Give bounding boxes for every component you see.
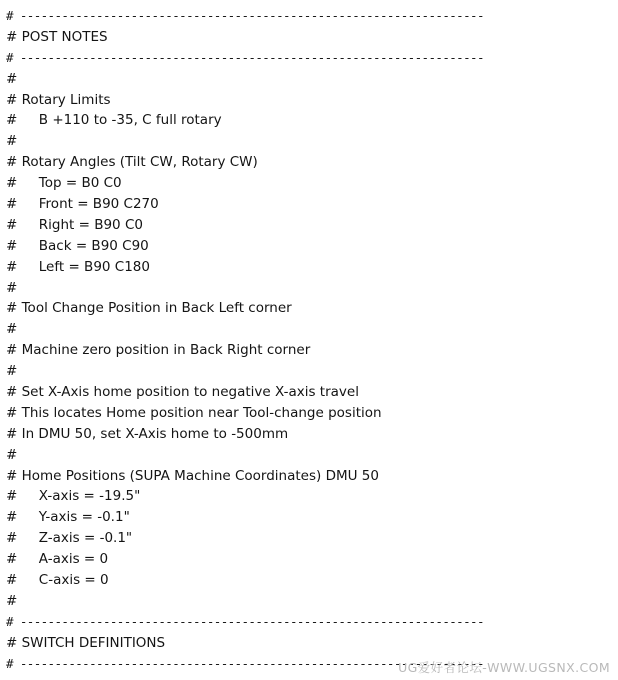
document-line: # Front = B90 C270: [6, 196, 159, 213]
watermark-text: UG爱好者论坛-WWW.UGSNX.COM: [398, 660, 610, 675]
document-line: # In DMU 50, set X-Axis home to -500mm: [6, 425, 289, 442]
document-line: # Right = B90 C0: [6, 216, 143, 233]
document-line: # -------------------------------------------------------------------: [6, 49, 484, 65]
document-text-block[interactable]: [6, 6, 618, 675]
document-line: # Back = B90 C90: [6, 237, 149, 254]
document-line: # Rotary Limits: [6, 91, 111, 108]
document-line: # This locates Home position near Tool-change position: [6, 404, 382, 421]
document-line: # Machine zero position in Back Right corner: [6, 342, 311, 359]
document-line: # SWITCH DEFINITIONS: [6, 634, 166, 651]
document-line: # -------------------------------------------------------------------: [6, 613, 484, 629]
document-line: # Home Positions (SUPA Machine Coordinates) DMU 50: [6, 467, 379, 484]
document-line: # -------------------------------------------------------------------: [6, 8, 484, 23]
document-line: # X-axis = -19.5": [6, 488, 141, 505]
document-line: # Rotary Angles (Tilt CW, Rotary CW): [6, 154, 258, 171]
document-line: #: [6, 592, 18, 609]
document-line: # Top = B0 C0: [6, 175, 122, 192]
document-line: #: [6, 321, 18, 338]
document-line: #: [6, 133, 18, 150]
document-line: # Z-axis = -0.1": [6, 530, 133, 547]
document-line: #: [6, 363, 18, 380]
document-line: # A-axis = 0: [6, 551, 109, 568]
document-line: # C-axis = 0: [6, 572, 109, 589]
document-line: # B +110 to -35, C full rotary: [6, 112, 222, 129]
document-line: # Left = B90 C180: [6, 258, 150, 275]
document-line: # POST NOTES: [6, 28, 108, 45]
document-line: #: [6, 446, 18, 463]
document-line: # -------------------------------------------------------------------: [6, 655, 484, 671]
document-line: # Set X-Axis home position to negative X-axis travel: [6, 384, 359, 401]
document-line: # Tool Change Position in Back Left corner: [6, 300, 292, 317]
document-line: #: [6, 279, 18, 296]
document-line: #: [6, 70, 18, 87]
document-line: # Y-axis = -0.1": [6, 509, 130, 526]
